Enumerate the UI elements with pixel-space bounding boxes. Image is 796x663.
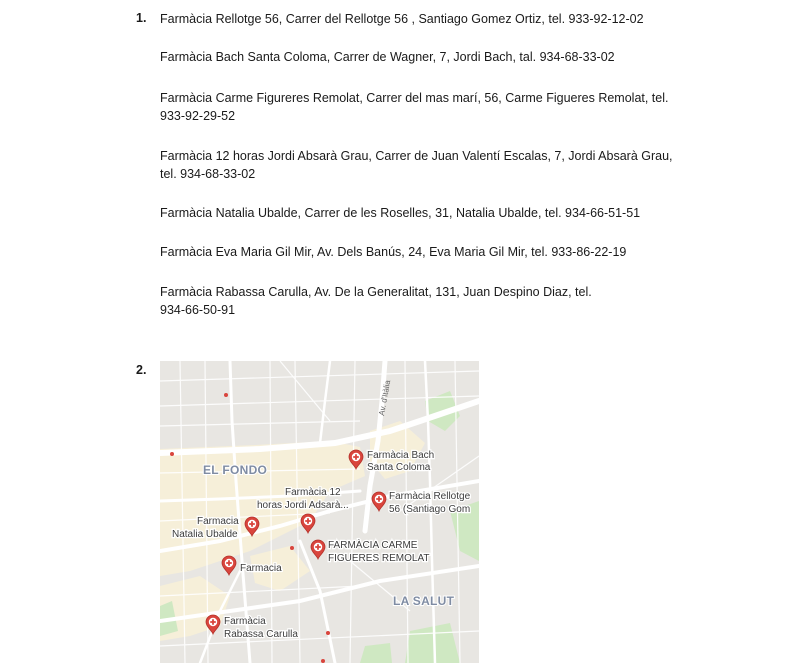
pharmacy-entry-12-horas: Farmàcia 12 horas Jordi Absarà Grau, Carrer de Juan Valentí Escalas, 7, Jordi Absarà Grau, tel. 934-68-33-02 [160,149,673,181]
pharmacy-entry-natalia: Farmàcia Natalia Ubalde, Carrer de les Roselles, 31, Natalia Ubalde, tel. 934-66-51-51 [160,206,641,220]
pin-label-rabassa-2: Rabassa Carulla [224,629,298,640]
pharmacy-map[interactable] [160,361,479,663]
pharmacy-entry-rabassa: Farmàcia Rabassa Carulla, Av. De la Generalitat, 131, Juan Despino Diaz, tel. 934-66-50-91 [160,285,592,317]
road-label-av-italia: Av. d'Itàlia [377,379,393,417]
area-label-la-salut: LA SALUT [393,594,455,608]
list-number-2: 2. [136,363,147,377]
pin-label-carme-2: FIGUERES REMOLAT [328,553,430,564]
area-label-el-fondo: EL FONDO [203,463,268,477]
pin-label-rellotge-2: 56 (Santiago Gom [389,504,471,515]
pin-label-natalia-2: Natalia Ubalde [172,529,238,540]
pharmacy-entry-bach: Farmàcia Bach Santa Coloma, Carrer de Wagner, 7, Jordi Bach, tal. 934-68-33-02 [160,50,615,64]
pin-label-rabassa-1: Farmàcia [224,616,266,627]
pin-label-carme-1: FARMÀCIA CARME [328,540,418,551]
pin-label-natalia-1: Farmacia [197,516,239,527]
pin-label-12-horas-2: horas Jordi Adsarà... [257,500,349,511]
pharmacy-entry-carme: Farmàcia Carme Figureres Remolat, Carrer del mas marí, 56, Carme Figueres Remolat, tel. 933-92-29-52 [160,91,669,123]
map-canvas [160,361,479,663]
pin-label-rellotge-1: Farmàcia Rellotge [389,491,471,502]
pharmacy-entry-rellotge: Farmàcia Rellotge 56, Carrer del Rellotge 56 , Santiago Gomez Ortiz, tel. 933-92-12-02 [160,12,644,26]
pin-label-bach-1: Farmàcia Bach [367,450,435,461]
pharmacy-entry-eva-maria: Farmàcia Eva Maria Gil Mir, Av. Dels Banús, 24, Eva Maria Gil Mir, tel. 933-86-22-19 [160,245,627,259]
pin-label-bach-2: Santa Coloma [367,462,431,473]
list-number-1: 1. [136,11,147,25]
pin-label-farmacia: Farmacia [240,563,282,574]
pin-label-12-horas-1: Farmàcia 12 [285,487,341,498]
